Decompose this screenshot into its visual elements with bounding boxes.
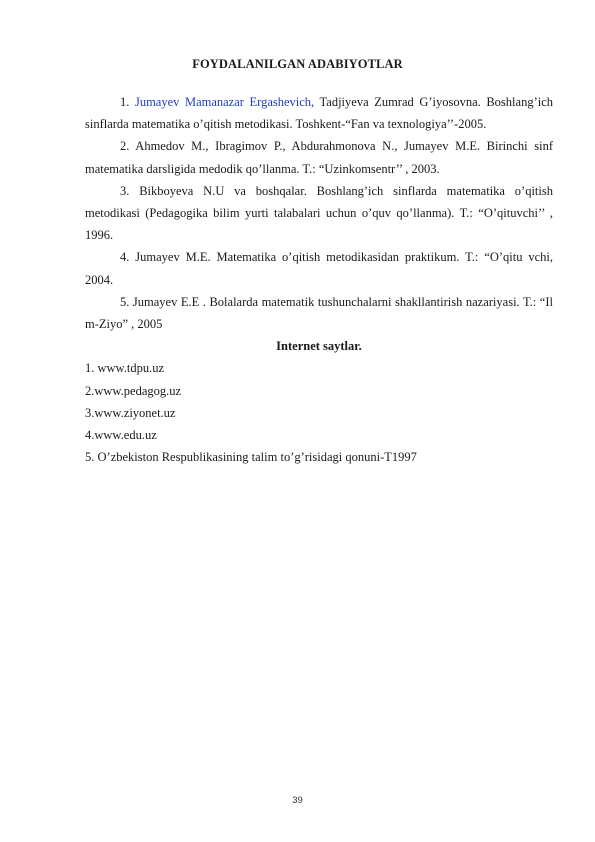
page-number: 39 [292, 795, 303, 806]
internet-link-5: 5. O’zbekiston Respublikasining talim to’g’risidagi qonuni-T1997 [85, 450, 417, 465]
reference-item-2: 2. Ahmedov M., Ibragimov P., Abdurahmonova N., Jumayev M.E. Birinchi sinf matematika darsligida medodik qo’llanma. T.: “Uzinkomsentr’’ , 2003. [85, 139, 553, 176]
internet-link-4: 4.www.edu.uz [85, 428, 157, 443]
references-list [85, 91, 553, 468]
reference-author-link[interactable]: Jumayev Mamanazar Ergashevich, [134, 95, 315, 109]
internet-link-3: 3.www.ziyonet.uz [85, 405, 176, 420]
reference-item-4: 4. Jumayev M.E. Matematika o’qitish metodikasidan praktikum. T.: “O’qitu vchi, 2004. [85, 250, 553, 287]
page-title: FOYDALANILGAN ADABIYOTLAR [192, 57, 403, 71]
reference-item-3: 3. Bikboyeva N.U va boshqalar. Boshlang’ich sinflarda matematika o’qitish metodikasi (Pedagogika bilim yurti talabalari uchun o’quv qo’llanma). T.: “O’qituvchi’’ , 1996. [85, 183, 553, 243]
reference-text: Tadjiyeva Zumrad G’iyosovna. Boshlang’ich sinflarda matematika o’qitish metodikasi. Toshkent-“Fan va texnologiya’’-2005. [85, 95, 553, 132]
reference-item-5: 5. Jumayev E.E . Bolalarda matematik tushunchalarni shakllantirish nazariyasi. T.: “Ilm-Ziyo” , 2005 [85, 294, 553, 332]
internet-link-2: 2.www.pedagog.uz [85, 383, 182, 398]
internet-link-1: 1. www.tdpu.uz [85, 361, 165, 376]
internet-section-title: Internet saytlar. [276, 339, 362, 354]
reference-number: 1. [120, 95, 130, 109]
reference-item-1 [85, 91, 553, 135]
